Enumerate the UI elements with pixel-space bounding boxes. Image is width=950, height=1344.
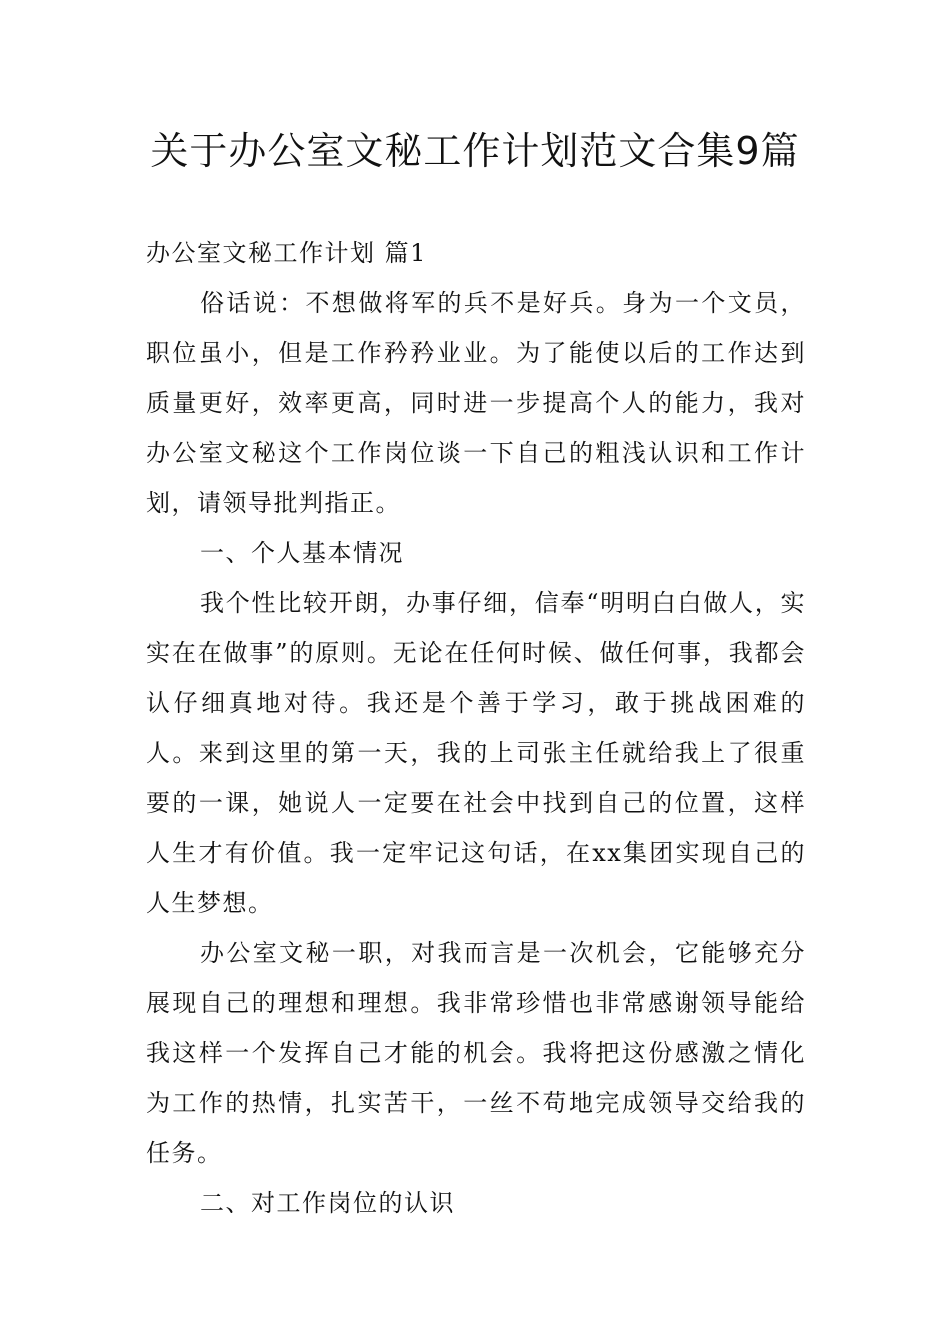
section-heading: 办公室文秘工作计划 篇1 [146, 239, 427, 267]
document-title: 关于办公室文秘工作计划范文合集9篇 [150, 129, 800, 173]
paragraph-intro: 俗话说：不想做将军的兵不是好兵。身为一个文员，职位虽小，但是工作矜矜业业。为了能使以后的工作达到质量更好，效率更高，同时进一步提高个人的能力，我对办公室文秘这个工作岗位谈一下自己的粗浅认识和工作计划，请领导批判指正。 [146, 289, 806, 517]
subheading-personal-info: 一、个人基本情况 [200, 539, 404, 567]
paragraph-personality: 我个性比较开朗，办事仔细，信奉“明明白白做人，实实在在做事”的原则。无论在任何时候、做任何事，我都会认仔细真地对待。我还是个善于学习，敢于挑战困难的人。来到这里的第一天，我的上司张主任就给我上了很重要的一课，她说人一定要在社会中找到自己的位置，这样人生才有价值。我一定牢记这句话，在xx集团实现自己的人生梦想。 [146, 589, 806, 917]
document-body [146, 228, 806, 1228]
subheading-job-understanding: 二、对工作岗位的认识 [200, 1189, 455, 1217]
paragraph-opportunity: 办公室文秘一职，对我而言是一次机会，它能够充分展现自己的理想和理想。我非常珍惜也非常感谢领导能给我这样一个发挥自己才能的机会。我将把这份感激之情化为工作的热情，扎实苦干，一丝不苟地完成领导交给我的任务。 [146, 939, 806, 1167]
